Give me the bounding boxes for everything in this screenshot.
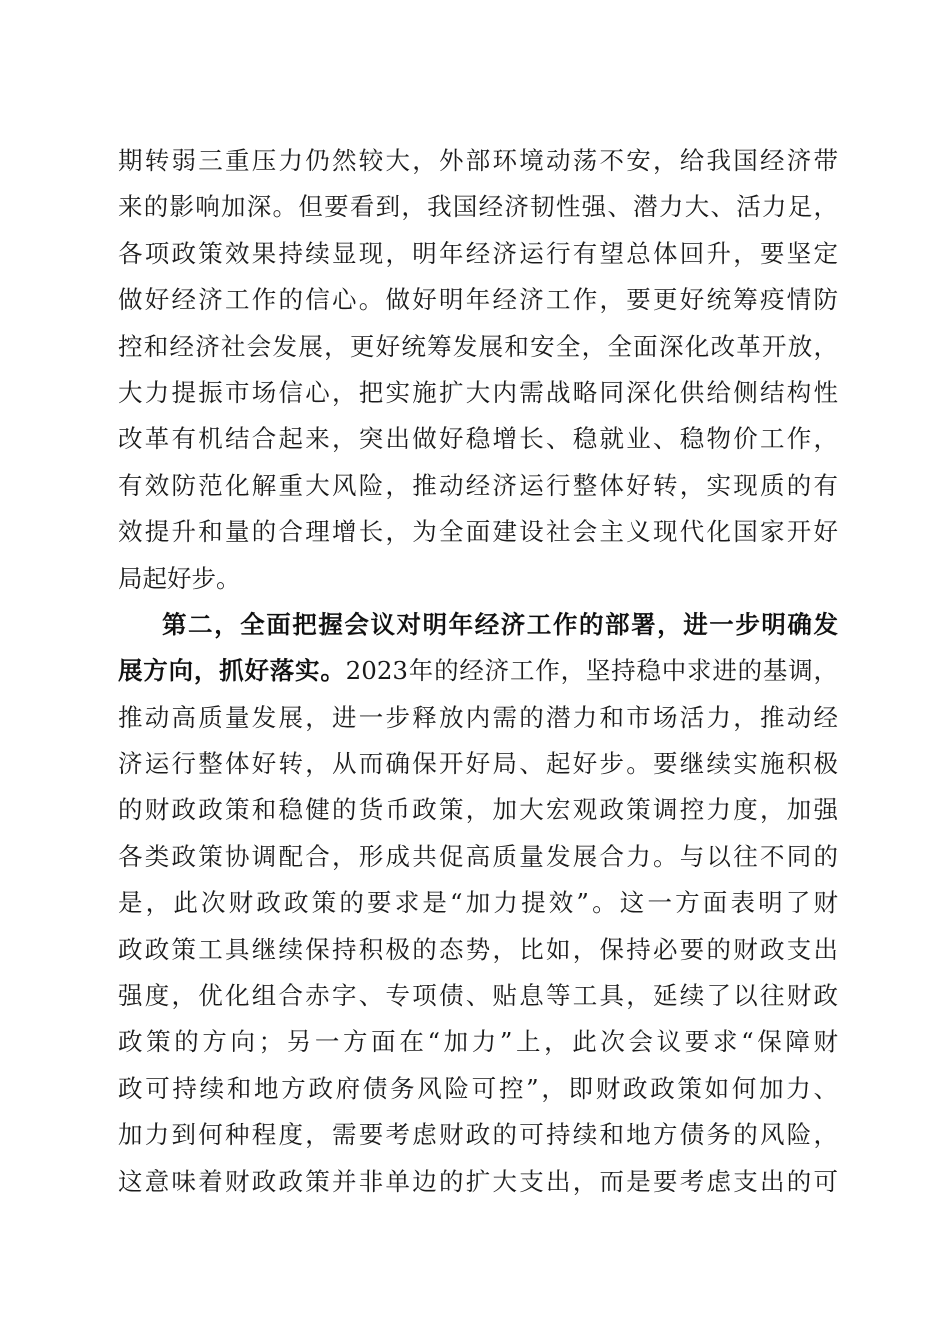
text-line: 各类政策协调配合，形成共促高质量发展合力。与以往不同的 <box>118 841 838 871</box>
text-line: 来的影响加深。但要看到，我国经济韧性强、潜力大、活力足， <box>118 192 838 222</box>
text-line: 政政策工具继续保持积极的态势，比如，保持必要的财政支出 <box>118 934 838 964</box>
text-line: 期转弱三重压力仍然较大，外部环境动荡不安，给我国经济带 <box>118 146 838 175</box>
text-line: 政策的方向；另一方面在“加力”上，此次会议要求“保障财 <box>118 1027 838 1057</box>
text-line: 有效防范化解重大风险，推动经济运行整体好转，实现质的有 <box>118 470 838 500</box>
text-line: 是，此次财政政策的要求是“加力提效”。这一方面表明了财 <box>118 888 838 918</box>
text-line: 推动高质量发展，进一步释放内需的潜力和市场活力，推动经 <box>118 702 838 732</box>
bold-heading-line: 第二，全面把握会议对明年经济工作的部署，进一步明确发 <box>162 609 838 639</box>
text-line: 这意味着财政政策并非单边的扩大支出，而是要考虑支出的可 <box>118 1166 838 1196</box>
text-line <box>118 648 838 694</box>
paragraph-2 <box>118 602 838 1205</box>
text-line: 的财政政策和稳健的货币政策，加大宏观政策调控力度，加强 <box>118 795 838 825</box>
paragraph-1 <box>118 138 838 602</box>
text-line: 效提升和量的合理增长，为全面建设社会主义现代化国家开好 <box>118 517 838 547</box>
text-line: 控和经济社会发展，更好统筹发展和安全，全面深化改革开放， <box>118 331 838 361</box>
text-line: 大力提振市场信心，把实施扩大内需战略同深化供给侧结构性 <box>118 377 838 407</box>
text-line: 局起好步。 <box>118 563 241 593</box>
text-line: 强度，优化组合赤字、专项债、贴息等工具，延续了以往财政 <box>118 981 838 1011</box>
body-text <box>118 138 838 1205</box>
text-line: 改革有机结合起来，突出做好稳增长、稳就业、稳物价工作， <box>118 424 838 454</box>
text-line: 政可持续和地方政府债务风险可控”，即财政政策如何加力、 <box>118 1073 838 1103</box>
text-segment: 2023年的经济工作，坚持稳中求进的基调， <box>345 656 838 686</box>
text-line: 加力到何种程度，需要考虑财政的可持续和地方债务的风险， <box>118 1120 838 1150</box>
text-line: 各项政策效果持续显现，明年经济运行有望总体回升，要坚定 <box>118 238 838 268</box>
bold-heading-tail: 展方向，抓好落实。 <box>118 656 346 686</box>
text-line: 济运行整体好转，从而确保开好局、起好步。要继续实施积极 <box>118 749 838 779</box>
text-line: 做好经济工作的信心。做好明年经济工作，要更好统筹疫情防 <box>118 285 838 315</box>
